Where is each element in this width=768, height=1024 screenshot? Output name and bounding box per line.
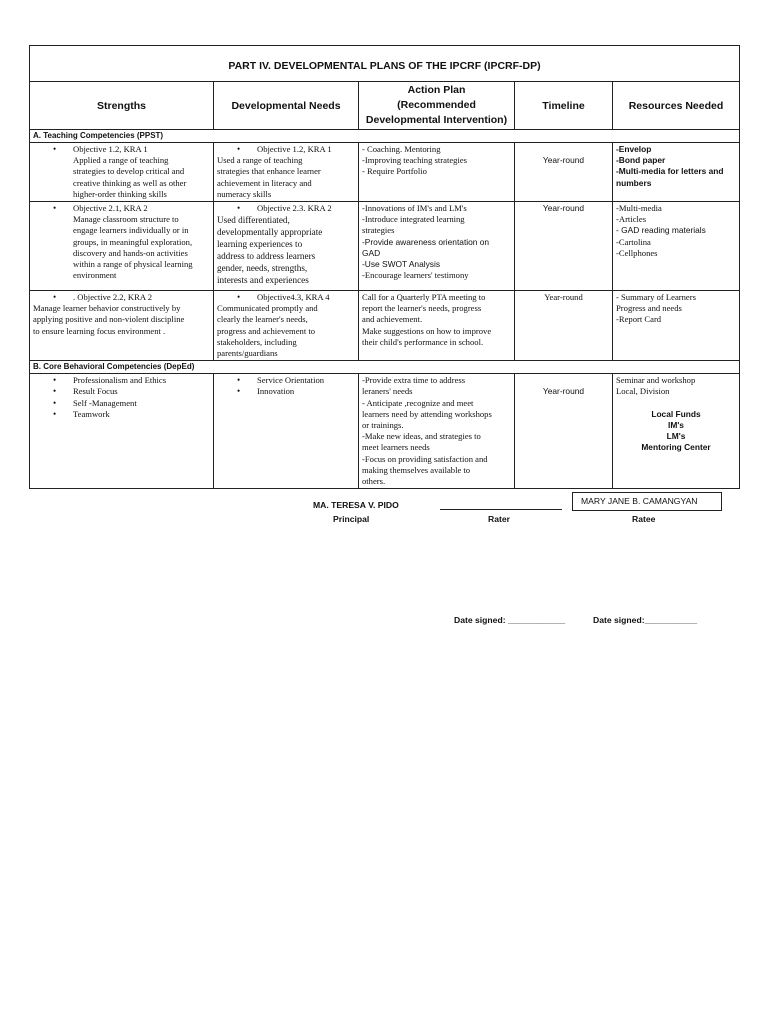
header-developmental-needs: Developmental Needs	[214, 82, 359, 130]
ratee-label: Ratee	[632, 514, 656, 524]
table-row	[30, 143, 740, 202]
timeline-cell: Year-round	[515, 202, 613, 291]
action-cell: Call for a Quarterly PTA meeting to report the learner's needs, progress and achievement. Make suggestions on how to improve their child's performance in school.	[359, 291, 515, 361]
section-core-behavioral-competencies: B. Core Behavioral Competencies (DepEd)	[30, 361, 740, 374]
resources-cell: Seminar and workshop Local, Division Local Funds IM's LM's Mentoring Center	[613, 374, 740, 489]
header-timeline: Timeline	[515, 82, 613, 130]
section-teaching-competencies: A. Teaching Competencies (PPST)	[30, 130, 740, 143]
need-cell: • Objective4.3, KRA 4 Communicated promptly and clearly the learner's needs, progress and achievement to stakeholders, including parents/guardians	[214, 291, 359, 361]
need-cell: • Service Orientation • Innovation	[214, 374, 359, 489]
rater-signature-line	[440, 497, 562, 510]
strength-objective: • . Objective 2.2, KRA 2	[33, 292, 210, 303]
ipcrf-dp-form	[29, 45, 739, 489]
date-signed-rater: Date signed: ____________	[454, 615, 566, 625]
form-title: PART IV. DEVELOPMENTAL PLANS OF THE IPCRF (IPCRF-DP)	[30, 46, 740, 82]
timeline-cell: Year-round	[515, 291, 613, 361]
table-row	[30, 291, 740, 361]
need-objective: • Objective 2.3. KRA 2	[217, 203, 355, 214]
strength-cell: • Professionalism and Ethics • Result Focus • Self -Management • Teamwork	[30, 374, 214, 489]
need-cell: • Objective 2.3. KRA 2 Used differentiated, developmentally appropriate learning experiences to address to address learners gender, needs, strengths, interests and experiences	[214, 202, 359, 291]
development-plan-table	[29, 45, 740, 489]
principal-label: Principal	[333, 514, 370, 524]
strength-cell: • Objective 1.2, KRA 1 Applied a range of teaching strategies to develop critical and creative thinking as well as other higher-order thinking skills	[30, 143, 214, 202]
strength-objective: • Objective 1.2, KRA 1	[33, 144, 210, 155]
table-row	[30, 374, 740, 489]
resources-cell: - Summary of Learners Progress and needs -Report Card	[613, 291, 740, 361]
rater-label: Rater	[488, 514, 510, 524]
action-cell: - Coaching. Mentoring -Improving teaching strategies - Require Portfolio	[359, 143, 515, 202]
strength-cell: • Objective 2.1, KRA 2 Manage classroom structure to engage learners individually or in groups, in meaningful exploration, discovery and hands-on activities within a range of physical learning environment	[30, 202, 214, 291]
need-objective: • Objective4.3, KRA 4	[217, 292, 355, 303]
date-signed-ratee: Date signed:___________	[593, 615, 698, 625]
principal-name: MA. TERESA V. PIDO	[313, 500, 399, 510]
header-resources-needed: Resources Needed	[613, 82, 740, 130]
strength-cell: • . Objective 2.2, KRA 2 Manage learner behavior constructively by applying positive and non-violent discipline to ensure learning focus environment .	[30, 291, 214, 361]
strength-objective: • Objective 2.1, KRA 2	[33, 203, 210, 214]
header-strengths: Strengths	[30, 82, 214, 130]
timeline-cell: Year-round	[515, 143, 613, 202]
action-cell: -Innovations of IM's and LM's -Introduce integrated learning strategies -Provide awareness orientation on GAD -Use SWOT Analysis -Encourage learners' testimony	[359, 202, 515, 291]
need-objective: • Objective 1.2, KRA 1	[217, 144, 355, 155]
header-action-plan: Action Plan (Recommended Developmental Intervention)	[359, 82, 515, 130]
table-row	[30, 202, 740, 291]
action-cell: -Provide extra time to address leraners' needs - Anticipate ,recognize and meet learners need by attending workshops or trainings. -Make new ideas, and strategies to meet learners needs -Focus on providing satisfaction and making themselves available to others.	[359, 374, 515, 489]
timeline-cell: Year-round	[515, 374, 613, 489]
ratee-name-box: MARY JANE B. CAMANGYAN	[572, 492, 722, 511]
resources-cell: -Envelop -Bond paper -Multi-media for letters and numbers	[613, 143, 740, 202]
resources-cell: -Multi-media -Articles - GAD reading materials -Cartolina -Cellphones	[613, 202, 740, 291]
need-cell: • Objective 1.2, KRA 1 Used a range of teaching strategies that enhance learner achievement in literacy and numeracy skills	[214, 143, 359, 202]
